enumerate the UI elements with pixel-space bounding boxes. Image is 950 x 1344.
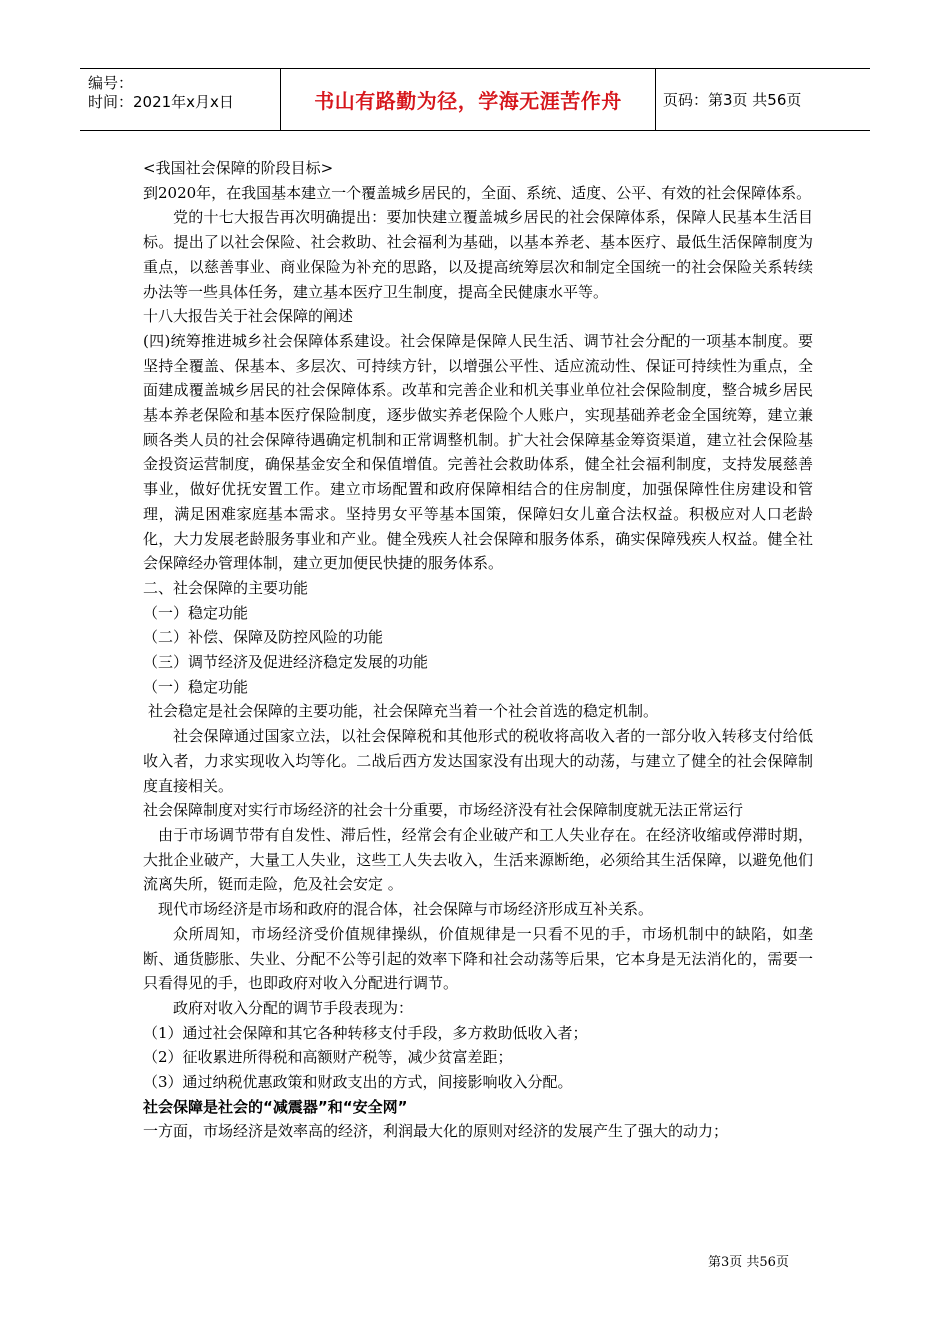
number-label: 编号： [88,74,134,92]
footer-page-number: 第3页 共56页 [708,1255,789,1270]
paragraph: <我国社会保障的阶段目标> [143,159,334,177]
header-page-number: 页码：第3页 共56页 [663,91,802,109]
paragraph: 二、社会保障的主要功能 [143,578,309,597]
paragraph: 社会保障通过国家立法，以社会保障税和其他形式的税收将高收入者的一部分收入转移支付给低收入者，力求实现收入均等化。二战后西方发达国家没有出现大的动荡，与建立了健全的社会保障制度直接相关。 [143,727,813,795]
paragraph: (四)统筹推进城乡社会保障体系建设。社会保障是保障人民生活、调节社会分配的一项基本制度。要坚持全覆盖、保基本、多层次、可持续方针，以增强公平性、适应流动性、保证可持续性为重点，全面建成覆盖城乡居民的社会保障体系。改革和完善企业和机关事业单位社会保险制度，整合城乡居民基本养老保险和基本医疗保险制度，逐步做实养老保险个人账户，实现基础养老金全国统筹，建立兼顾各类人员的社会保障待遇确定机制和正常调整机制。扩大社会保障基金筹资渠道，建立社会保险基金投资运营制度，确保基金安全和保值增值。完善社会救助体系，健全社会福利制度，支持发展慈善事业，做好优抚安置工作。建立市场配置和政府保障相结合的住房制度，加强保障性住房建设和管理，满足困难家庭基本需求。坚持男女平等基本国策，保障妇女儿童合法权益。积极应对人口老龄化，大力发展老龄服务事业和产业。健全残疾人社会保障和服务体系，确实保障残疾人权益。健全社会保障经办管理体制，建立更加便民快捷的服务体系。 [143,331,813,573]
paragraph: 党的十七大报告再次明确提出：要加快建立覆盖城乡居民的社会保障体系，保障人民基本生活目标。提出了以社会保险、社会救助、社会福利为基础，以基本养老、基本医疗、最低生活保障制度为重点，以慈善事业、商业保险为补充的思路，以及提高统筹层次和制定全国统一的社会保险关系转续办法等一些具体任务，建立基本医疗卫生制度，提高全民健康水平等。 [143,208,813,301]
paragraph: （3）通过纳税优惠政策和财政支出的方式，间接影响收入分配。 [143,1073,573,1092]
paragraph: （二）补偿、保障及防控风险的功能 [143,628,384,647]
time-label: 时间：2021年x月x日 [88,93,234,111]
paragraph: 众所周知，市场经济受价值规律操纵，价值规律是一只看不见的手，市场机制中的缺陷，如垄断、通货膨胀、失业、分配不公等引起的效率下降和社会动荡等后果，它本身是无法消化的，需要一只看得见的手，也即政府对收入分配进行调节。 [143,924,813,993]
paragraph: （一）稳定功能 [143,677,249,696]
paragraph: 十八大报告关于社会保障的阐述 [143,307,354,326]
paragraph: 由于市场调节带有自发性、滞后性，经常会有企业破产和工人失业存在。在经济收缩或停滞时期，大批企业破产，大量工人失业，这些工人失去收入，生活来源断绝，必须给其生活保障，以避免他们流离失所，铤而走险，危及社会安定 。 [143,825,813,894]
paragraph: 一方面，市场经济是效率高的经济，利润最大化的原则对经济的发展产生了强大的动力； [143,1122,729,1141]
document-body [143,156,813,1144]
section-heading: 社会保障是社会的“减震器”和“安全网” [143,1097,408,1116]
paragraph: （一）稳定功能 [143,603,249,622]
paragraph: （1）通过社会保障和其它各种转移支付手段，多方救助低收入者； [143,1023,588,1042]
paragraph: 到2020年，在我国基本建立一个覆盖城乡居民的，全面、系统、适度、公平、有效的社会保障体系。 [143,183,812,202]
paragraph: 社会稳定是社会保障的主要功能，社会保障充当着一个社会首选的稳定机制。 [148,702,659,721]
paragraph: 政府对收入分配的调节手段表现为： [173,998,414,1017]
paragraph: 社会保障制度对实行市场经济的社会十分重要，市场经济没有社会保障制度就无法正常运行 [143,801,744,820]
paragraph: 现代市场经济是市场和政府的混合体，社会保障与市场经济形成互补关系。 [158,900,654,919]
paragraph: （三）调节经济及促进经济稳定发展的功能 [143,653,429,672]
header-meta [80,69,280,130]
header-motto: 书山有路勤为径，学海无涯苦作舟 [280,69,656,130]
paragraph: （2）征收累进所得税和高额财产税等，减少贫富差距； [143,1048,513,1067]
page-header [80,68,870,131]
